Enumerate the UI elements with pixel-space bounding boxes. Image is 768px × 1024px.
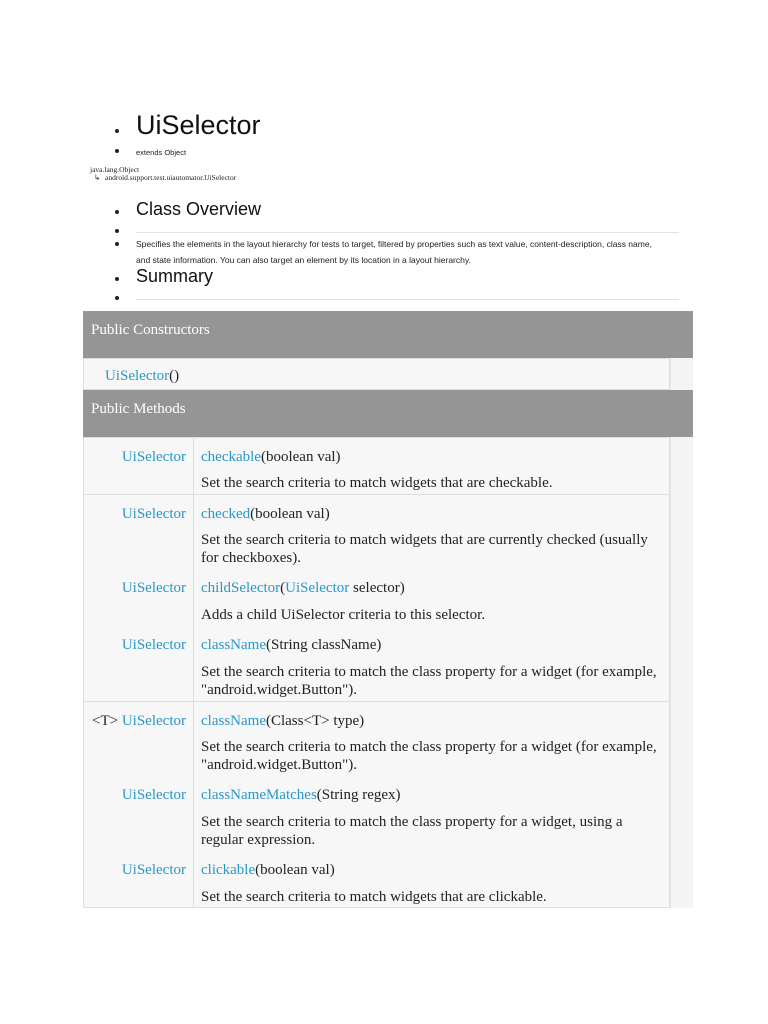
- row-divider: [84, 494, 669, 495]
- return-type: [84, 787, 186, 804]
- method-description: Adds a child UiSelector criteria to this selector.: [201, 607, 486, 623]
- list-bullet: [115, 296, 119, 300]
- type-link[interactable]: UiSelector: [121, 637, 186, 653]
- class-overview-heading: Class Overview: [136, 199, 262, 219]
- public-methods-header: Public Methods: [83, 390, 693, 437]
- method-params: (boolean val): [250, 506, 330, 522]
- return-type: [84, 449, 186, 466]
- method-link[interactable]: classNameMatches: [201, 787, 317, 803]
- summary-heading: Summary: [136, 266, 214, 286]
- methods-table: [83, 437, 670, 908]
- method-signature: [201, 862, 335, 879]
- method-link[interactable]: checkable: [201, 449, 261, 465]
- constructor-params: (): [169, 368, 180, 384]
- hierarchy-root: java.lang.Object: [90, 165, 140, 174]
- method-params: (String regex): [316, 787, 401, 803]
- scrollbar-track[interactable]: [670, 358, 693, 390]
- hierarchy-class: android.support.test.uiautomator.UiSelector: [105, 173, 237, 182]
- method-description: Set the search criteria to match widgets that are checkable.: [201, 475, 553, 491]
- public-constructors-header: Public Constructors: [83, 311, 693, 358]
- type-link[interactable]: UiSelector: [121, 449, 186, 465]
- hierarchy-arrow-icon: ↳: [94, 173, 101, 182]
- method-signature: [201, 637, 381, 654]
- method-params: (boolean val): [255, 862, 335, 878]
- constructor-link[interactable]: UiSelector: [105, 368, 170, 384]
- type-link[interactable]: UiSelector: [121, 713, 186, 729]
- type-link[interactable]: UiSelector: [121, 862, 186, 878]
- divider: [136, 299, 679, 300]
- method-signature: [201, 580, 405, 597]
- column-divider: [193, 438, 194, 907]
- list-bullet: [115, 129, 119, 133]
- method-params: (boolean val): [260, 449, 341, 465]
- type-link[interactable]: UiSelector: [121, 787, 186, 803]
- param-type-link[interactable]: UiSelector: [285, 580, 350, 596]
- method-link[interactable]: clickable: [201, 862, 256, 878]
- method-description: Set the search criteria to match widgets that are currently checked (usually for checkboxes).: [201, 532, 648, 566]
- method-signature: [201, 506, 330, 523]
- method-params: (Class<T> type): [265, 713, 365, 729]
- return-type: [84, 580, 186, 597]
- page-title: UiSelector: [136, 110, 261, 140]
- extends-label: extends Object: [136, 148, 187, 157]
- method-description: Set the search criteria to match the class property for a widget (for example, "android.widget.Button").: [201, 664, 657, 698]
- method-signature: [201, 449, 341, 466]
- method-link[interactable]: checked: [201, 506, 251, 522]
- list-bullet: [115, 277, 119, 281]
- method-params: (String className): [265, 637, 382, 653]
- method-signature: [201, 713, 364, 730]
- constructor-row: [105, 368, 179, 385]
- return-type: [84, 862, 186, 879]
- scrollbar-track[interactable]: [670, 437, 693, 908]
- method-params: selector): [349, 580, 405, 596]
- method-link[interactable]: className: [201, 637, 266, 653]
- method-signature: [201, 787, 401, 804]
- list-bullet: [115, 229, 119, 233]
- type-prefix: <T>: [92, 713, 122, 729]
- method-description: Set the search criteria to match the class property for a widget (for example, "android.widget.Button").: [201, 739, 657, 773]
- method-description: Set the search criteria to match widgets that are clickable.: [201, 889, 547, 905]
- return-type: [84, 506, 186, 523]
- type-link[interactable]: UiSelector: [121, 580, 186, 596]
- list-bullet: [115, 210, 119, 214]
- description-line: and state information. You can also target an element by its location in a layout hierarchy.: [136, 255, 471, 265]
- method-description: Set the search criteria to match the class property for a widget, using a regular expression.: [201, 814, 623, 848]
- constructors-table: [83, 358, 670, 390]
- return-type: [84, 637, 186, 654]
- method-params: (: [280, 580, 286, 596]
- type-link[interactable]: UiSelector: [121, 506, 186, 522]
- list-bullet: [115, 149, 119, 153]
- list-bullet: [115, 242, 119, 246]
- divider: [136, 232, 679, 233]
- method-link[interactable]: childSelector: [201, 580, 281, 596]
- return-type: [84, 713, 186, 730]
- class-overview-description: [136, 236, 681, 268]
- description-line: Specifies the elements in the layout hierarchy for tests to target, filtered by properties such as text value, content-description, class name,: [136, 239, 652, 249]
- row-divider: [84, 701, 669, 702]
- method-link[interactable]: className: [201, 713, 266, 729]
